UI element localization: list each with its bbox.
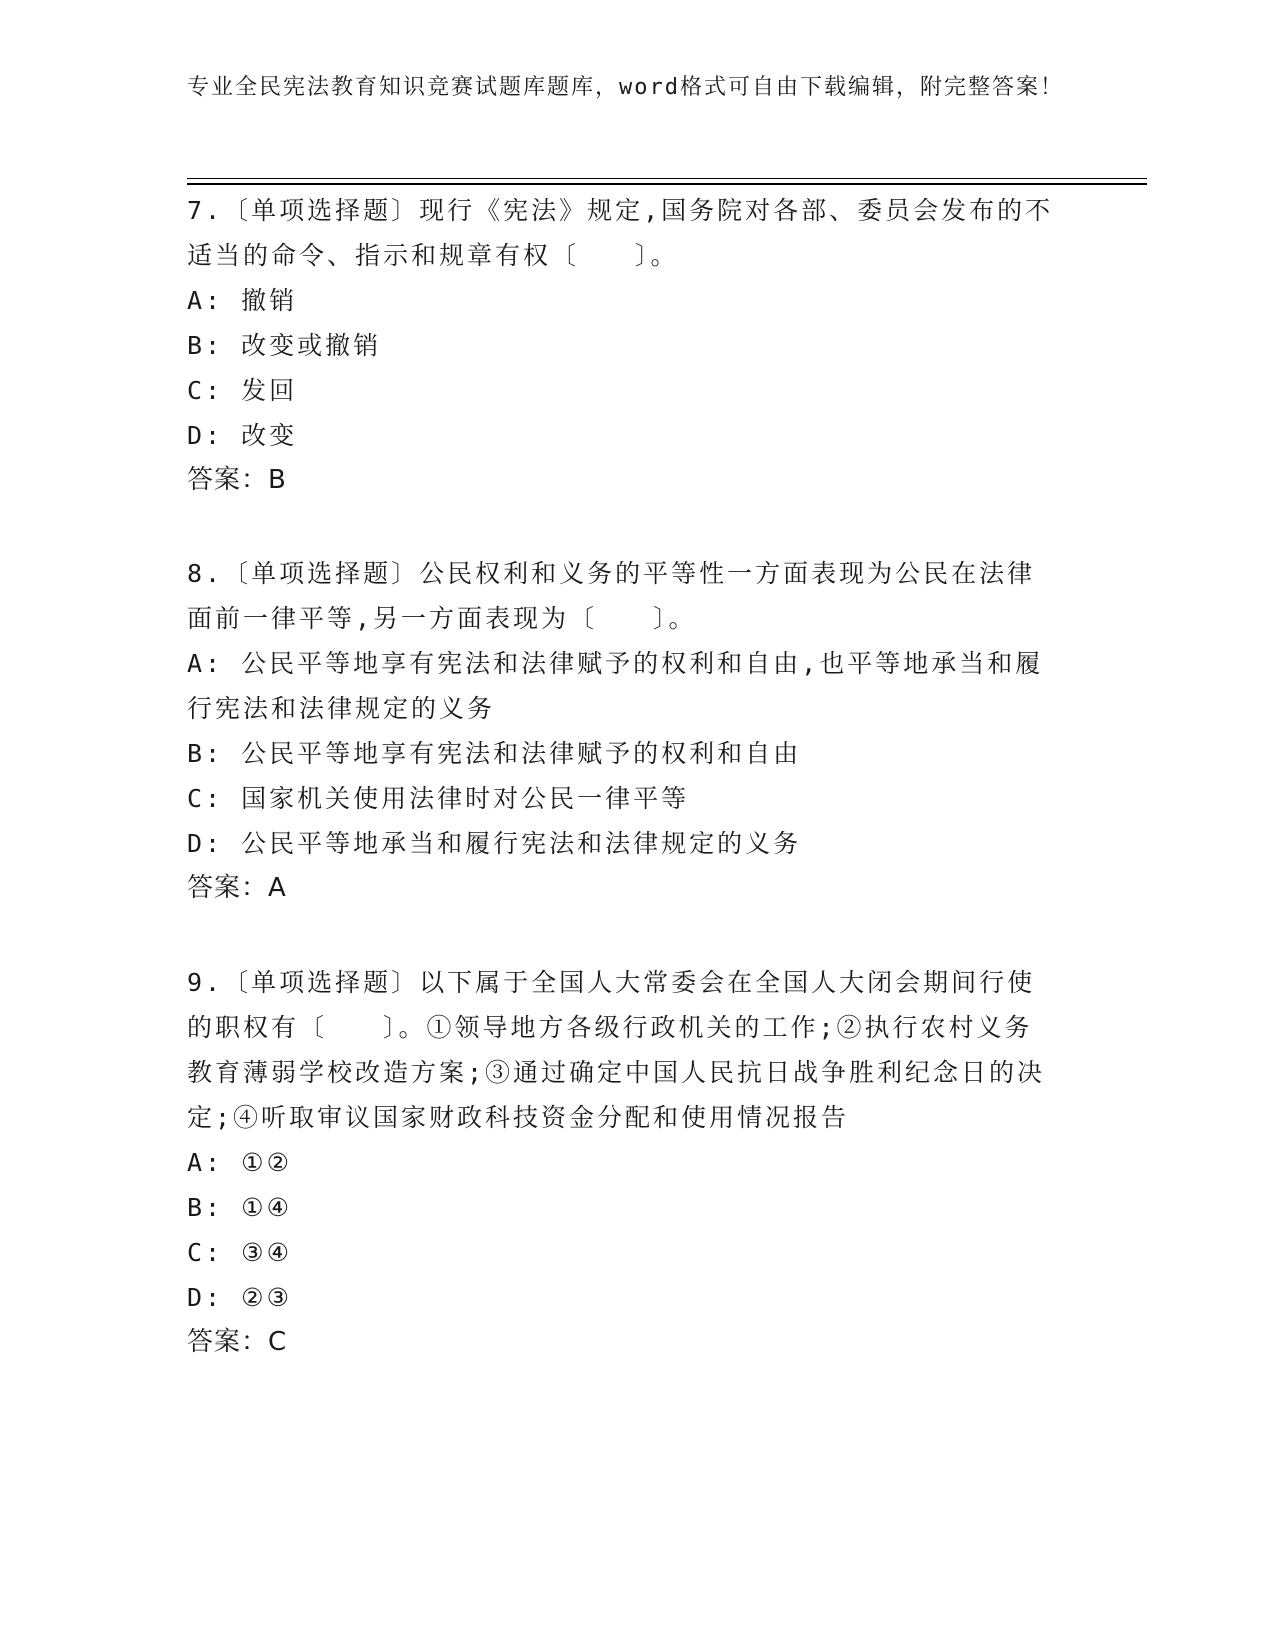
option-b: B: ①④: [187, 1193, 292, 1222]
document-header: 专业全民宪法教育知识竞赛试题库题库，word格式可自由下载编辑，附完整答案！: [187, 75, 1064, 100]
option-c: C: 发回: [187, 376, 298, 405]
option-c: C: 国家机关使用法律时对公民一律平等: [187, 784, 690, 813]
option-a: A: 公民平等地享有宪法和法律赋予的权利和自由,也平等地承当和履: [187, 649, 1044, 678]
question-stem-line: 8.〔单项选择题〕公民权利和义务的平等性一方面表现为公民在法律: [187, 559, 1036, 588]
header-divider-thick: [187, 183, 1147, 185]
option-a-continued: 行宪法和法律规定的义务: [187, 694, 496, 723]
question-stem-line: 7.〔单项选择题〕现行《宪法》规定,国务院对各部、委员会发布的不: [187, 196, 1054, 225]
header-divider-thin: [187, 178, 1147, 179]
answer-line: 答案：B: [187, 465, 287, 495]
answer-line: 答案：C: [187, 1327, 288, 1357]
answer-line: 答案：A: [187, 873, 287, 903]
option-b: B: 公民平等地享有宪法和法律赋予的权利和自由: [187, 739, 802, 768]
question-7: [187, 188, 1087, 503]
question-stem-line: 适当的命令、指示和规章有权〔 〕。: [187, 241, 679, 270]
question-stem-line: 教育薄弱学校改造方案;③通过确定中国人民抗日战争胜利纪念日的决: [187, 1058, 1046, 1087]
option-d: D: ②③: [187, 1283, 292, 1312]
question-9: [187, 960, 1087, 1365]
question-8: [187, 551, 1087, 911]
option-d: D: 改变: [187, 421, 298, 450]
question-stem-line: 的职权有〔 〕。①领导地方各级行政机关的工作;②执行农村义务: [187, 1013, 1033, 1042]
option-b: B: 改变或撤销: [187, 331, 382, 360]
option-c: C: ③④: [187, 1238, 292, 1267]
question-stem-line: 9.〔单项选择题〕以下属于全国人大常委会在全国人大闭会期间行使: [187, 968, 1036, 997]
option-a: A: 撤销: [187, 286, 298, 315]
question-stem-line: 定;④听取审议国家财政科技资金分配和使用情况报告: [187, 1103, 850, 1132]
option-d: D: 公民平等地承当和履行宪法和法律规定的义务: [187, 829, 802, 858]
question-stem-line: 面前一律平等,另一方面表现为〔 〕。: [187, 604, 697, 633]
option-a: A: ①②: [187, 1148, 292, 1177]
